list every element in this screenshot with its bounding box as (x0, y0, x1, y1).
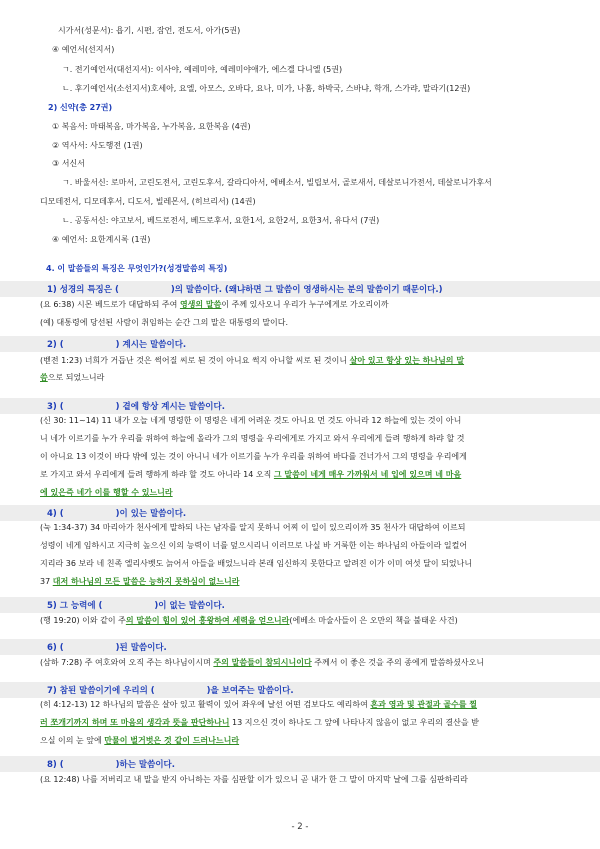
verse-highlight: 씀 (40, 373, 48, 382)
item-heading: 3) ( ) 곁에 항상 계시는 말씀이다. (0, 398, 600, 414)
item-heading: 7) 참된 말씀이기에 우리의 ( )을 보여주는 말씀이다. (0, 682, 600, 698)
toc-line: ① 복음서: 마태복음, 마가복음, 누가복음, 요한복음 (4권) (52, 122, 251, 131)
verse-line: 으실 이의 눈 앞에 만물이 벌거벗은 것 같이 드러나느니라 (40, 736, 240, 745)
nt-heading: 2) 신약(총 27권) (48, 103, 113, 112)
item-heading: 4) ( )이 있는 말씀이다. (0, 505, 600, 521)
verse-line: (신 30: 11~14) 11 내가 오늘 네게 명령한 이 명령은 네게 어려운 것도 아니요 먼 것도 아니라 12 하늘에 있는 것이 아니 (40, 416, 462, 425)
toc-line: 디모데전서, 디모데후서, 디도서, 빌레몬서, (히브리서) (14권) (40, 197, 256, 206)
page-number: - 2 - (291, 822, 309, 832)
verse-line: (요 12:48) 나를 저버리고 내 말을 받지 아니하는 자를 심판할 이가 있으니 곧 내가 한 그 말이 마지막 날에 그를 심판하리라 (40, 775, 468, 784)
verse-line: (삼하 7:28) 주 여호와여 오직 주는 하나님이시며 주의 말씀들이 참되시니이다 주께서 이 좋은 것을 주의 종에게 말씀하셨사오니 (40, 658, 485, 667)
verse-line: (요 6:38) 시몬 베드로가 대답하되 주여 영생의 말씀이 주께 있사오니 우리가 누구에게로 가오리이까 (40, 300, 389, 309)
verse-highlight: 만물이 벌거벗은 것 같이 드러나느니라 (104, 736, 240, 745)
item-heading: 1) 성경의 특징은 ( )의 말씀이다. (왜냐하면 그 말씀이 영생하시는 분의 말씀이기 때문이다.) (0, 281, 600, 297)
verse-line: 로 가지고 와서 우리에게 들려 행하게 하랴 할 것도 아니라 14 오직 그 말씀이 네게 매우 가까워서 네 입에 있으며 네 마음 (40, 470, 462, 479)
verse-line: 37 대저 하나님의 모든 말씀은 능하지 못하심이 없느니라 (40, 577, 240, 586)
toc-line: ㄱ. 전기예언서(대선지서): 이사야, 예레미야, 예레미야애가, 에스겔 다니엘 (5권) (62, 65, 343, 74)
verse-line: (벧전 1:23) 너희가 거듭난 것은 썩어질 씨로 된 것이 아니요 썩지 아니할 씨로 된 것이니 살아 있고 항상 있는 하나님의 말 (40, 356, 465, 365)
verse-highlight: 러 쪼개기까지 하며 또 마음의 생각과 뜻을 판단하나니 (40, 718, 230, 727)
verse-highlight: 대저 하나님의 모든 말씀은 능하지 못하심이 없느니라 (52, 577, 240, 586)
verse-line: 성령이 네게 임하시고 지극히 높으신 이의 능력이 너를 덮으시리니 이러므로 나실 바 거룩한 이는 하나님의 아들이라 일컬어 (40, 541, 468, 550)
toc-line: ㄴ. 공동서신: 야고보서, 베드로전서, 베드로후서, 요한1서, 요한2서, 요한3서, 유다서 (7권) (62, 216, 380, 225)
verse-highlight: 주의 말씀들이 참되시니이다 (213, 658, 312, 667)
item-heading: 5) 그 능력에 ( )이 없는 말씀이다. (0, 597, 600, 613)
verse-highlight: 영생의 말씀 (179, 300, 222, 309)
verse-line: 지리라 36 보라 네 친족 엘리사벳도 늙어서 아들을 배었느니라 본래 임신하지 못한다고 알려진 이가 이미 여섯 달이 되었나니 (40, 559, 473, 568)
toc-line: ④ 예언서(선지서) (52, 45, 115, 54)
verse-line: (행 19:20) 이와 같이 주의 말씀이 힘이 있어 흥왕하여 세력을 얻으니라(에베소 마술사들이 은 오만의 책을 불태운 사건) (40, 616, 458, 625)
verse-highlight: 살아 있고 항상 있는 하나님의 말 (349, 356, 465, 365)
verse-line: 이 아니요 13 이것이 바다 밖에 있는 것이 아니니 네가 이르기를 누가 우리를 위하여 바다를 건너가서 그의 명령을 우리에게 (40, 452, 467, 461)
item-heading: 6) ( )된 말씀이다. (0, 639, 600, 655)
verse-highlight: 에 있은즉 네가 이를 행할 수 있느니라 (40, 488, 173, 497)
toc-line: 시가서(성문서): 욥기, 시편, 잠언, 전도서, 아가(5권) (58, 26, 241, 35)
verse-line: 씀으로 되었느니라 (40, 373, 105, 382)
verse-line: 니 네가 이르기를 누가 우리를 위하여 하늘에 올라가 그의 명령을 우리에게로 가지고 와서 우리에게 들려 행하게 하랴 할 것 (40, 434, 465, 443)
verse-line: (눅 1:34-37) 34 마리아가 천사에게 말하되 나는 남자를 알지 못하니 어찌 이 일이 있으리이까 35 천사가 대답하여 이르되 (40, 523, 466, 532)
verse-line: 러 쪼개기까지 하며 또 마음의 생각과 뜻을 판단하나니 13 지으신 것이 하나도 그 앞에 나타나지 않음이 없고 우리의 결산을 받 (40, 718, 479, 727)
item-heading: 2) ( ) 계시는 말씀이다. (0, 336, 600, 352)
toc-line: ③ 서신서 (52, 159, 85, 168)
toc-line: ④ 예언서: 요한계시록 (1권) (52, 235, 151, 244)
section-title: 4. 이 말씀들의 특징은 무엇인가?(성경말씀의 특징) (46, 264, 228, 273)
toc-line: ② 역사서: 사도행전 (1권) (52, 141, 143, 150)
verse-highlight: 의 말씀이 힘이 있어 흥왕하여 세력을 얻으니라 (125, 616, 290, 625)
verse-line: (히 4:12-13) 12 하나님의 말씀은 살아 있고 활력이 있어 좌우에 날선 어떤 검보다도 예리하여 혼과 영과 및 관절과 골수를 찔 (40, 700, 478, 709)
verse-highlight: 그 말씀이 네게 매우 가까워서 네 입에 있으며 네 마음 (273, 470, 462, 479)
toc-line: ㄴ. 후기예언서(소선지서)호세아, 요엘, 아모스, 오바다, 요나, 미가, 나훔, 하박국, 스바냐, 학개, 스가랴, 말라기(12권) (62, 84, 471, 93)
item-heading: 8) ( )하는 말씀이다. (0, 756, 600, 772)
toc-line: ㄱ. 바울서신: 로마서, 고린도전서, 고린도후서, 갈라디아서, 에베소서, 빌립보서, 골로새서, 데살로니가전서, 데살로니가후서 (62, 178, 492, 187)
note-line: (예) 대통령에 당선된 사람이 취임하는 순간 그의 말은 대통령의 말이다. (40, 318, 289, 327)
verse-highlight: 혼과 영과 및 관절과 골수를 찔 (370, 700, 478, 709)
